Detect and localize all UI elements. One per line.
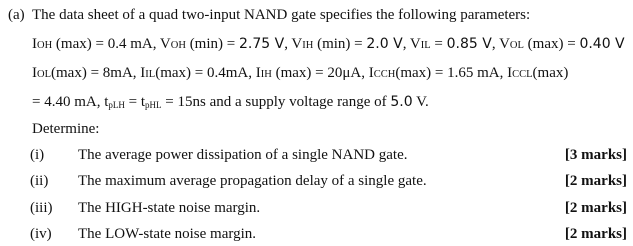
param-iih-max: 20μA xyxy=(327,65,362,81)
item-text: The LOW-state noise margin. xyxy=(78,226,257,242)
item-number: (i) xyxy=(30,147,45,163)
item-marks: [2 marks] xyxy=(564,226,627,242)
item-number: (ii) xyxy=(30,173,49,189)
param-iol-max: 8mA xyxy=(102,65,133,81)
params-line-3: = 4.40 mA, $t_{pLH} = t_{pHL} = 15ns$ and a supply voltage range of 5.0 V. xyxy=(32,94,429,110)
param-icch-max: 1.65 mA xyxy=(447,65,500,81)
determine-label: Determine: xyxy=(32,121,100,137)
param-tp: 15ns xyxy=(177,94,206,110)
param-iil-max: 0.4mA xyxy=(206,65,249,81)
param-vol-max: 0.40 V xyxy=(579,36,625,52)
supply-prefix: and a supply voltage range of xyxy=(209,94,387,110)
param-vil: 0.85 V xyxy=(446,36,492,52)
item-marks: [3 marks] xyxy=(564,147,627,163)
param-supply-value: 5.0 xyxy=(390,94,413,110)
question-intro: The data sheet of a quad two-input NAND gate specifies the following parameters: xyxy=(32,7,531,23)
item-text: The average power dissipation of a single NAND gate. xyxy=(78,147,408,163)
item-text: The maximum average propagation delay of a single gate. xyxy=(78,173,427,189)
item-text: The HIGH-state noise margin. xyxy=(78,200,261,216)
params-line-2: IOL(max) = 8mA, IIL(max) = 0.4mA, IIH (max) = 20μA, ICCH(max) = 1.65 mA, ICCL(max) xyxy=(32,65,569,81)
supply-unit: V. xyxy=(416,94,429,110)
param-vih-min: 2.0 V xyxy=(366,36,403,52)
question-label: (a) xyxy=(8,7,25,23)
param-iccl-max: 4.40 mA xyxy=(44,94,97,110)
item-marks: [2 marks] xyxy=(564,173,627,189)
item-number: (iii) xyxy=(30,200,53,216)
item-marks: [2 marks] xyxy=(564,200,627,216)
params-line-1: IOH (max) = 0.4 mA, VOH (min) = 2.75 V, VIH (min) = 2.0 V, VIL = 0.85 V, VOL (max) = 0.40 V xyxy=(32,36,625,52)
item-number: (iv) xyxy=(30,226,52,242)
param-ioh-max: 0.4 mA xyxy=(107,36,153,52)
param-voh-min: 2.75 V xyxy=(238,36,285,52)
